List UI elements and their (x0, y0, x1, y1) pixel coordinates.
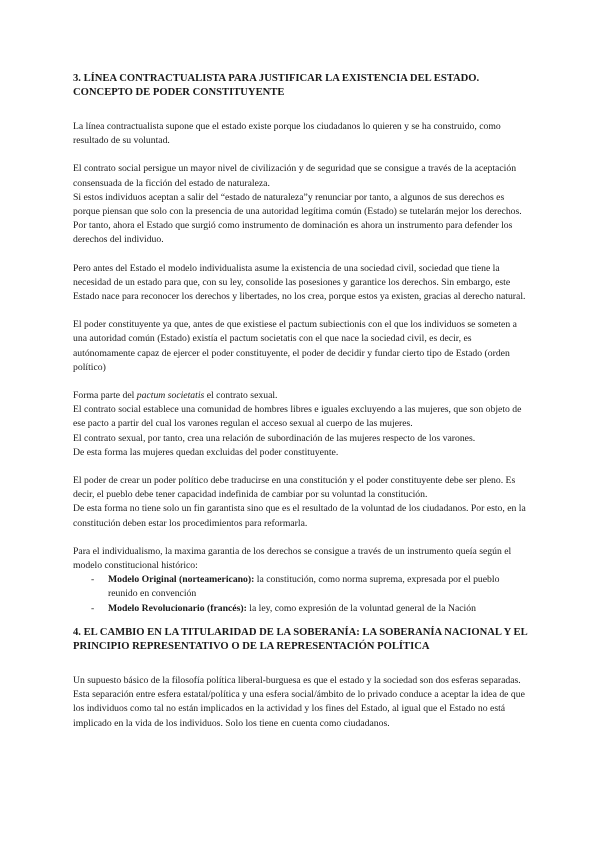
paragraph: De esta forma no tiene solo un fin garantista sino que es el resultado de la voluntad de los ciudadanos. Por esto, en la constitución deben estar los procedimientos para reformarla. (73, 503, 526, 529)
paragraph (73, 389, 528, 403)
paragraph: Esta separación entre esfera estatal/política y una esfera social/ámbito de lo privado conduce a aceptar la idea de que los individuos como tal no están implicados en la actividad y los fines del Estado, al igual que el Estado no está implicado en la vida de los individuos. Solo los tiene en cuenta como ciudadanos. (73, 689, 525, 729)
paragraph: El poder constituyente ya que, antes de que existiese el pactum subiectionis con el que los individuos se someten a una autoridad común (Estado) existía el pactum societatis con el que nace la sociedad civil, es decir, es autónomamente capaz de ejercer el poder constituyente, el poder de decidir y fundar cierto tipo de Estado (orden político) (73, 319, 517, 373)
paragraph: Si estos individuos aceptan a salir del “estado de naturaleza”y renunciar por tanto, a algunos de sus derechos es porque piensan que solo con la presencia de una autoridad legítima común (Estado) se tutelarán mejor los derechos. (73, 191, 522, 218)
paragraph: De esta forma las mujeres quedan excluidas del poder constituyente. (73, 446, 339, 458)
list-item-text: la ley, como expresión de la voluntad general de la Nación (246, 602, 476, 614)
paragraph: Pero antes del Estado el modelo individualista asume la existencia de una sociedad civil, sociedad que tiene la necesidad de un estado para que, con su ley, consolide las posesiones y garantice los derechos. Sin embargo, este Estado nace para reconocer los derechos y libertades, no los crea, porque estos ya existen, gracias al derecho natural. (73, 262, 526, 303)
section-3-heading: 3. LÍNEA CONTRACTUALISTA PARA JUSTIFICAR LA EXISTENCIA DEL ESTADO. CONCEPTO DE PODER CONSTITUYENTE (73, 73, 480, 98)
list-item-term: Modelo Original (norteamericano): (108, 574, 255, 586)
section-4-heading: 4. EL CAMBIO EN LA TITULARIDAD DE LA SOBERANÍA: LA SOBERANÍA NACIONAL Y EL PRINCIPIO REPRESENTATIVO O DE LA REPRESENTACIÓN POLÍTICA (73, 626, 528, 652)
list-item-text: la constitución, como norma suprema, expresada por el pueblo reunido en convención (108, 574, 500, 600)
text-run: Forma parte del (73, 390, 137, 402)
paragraph: Para el individualismo, la maxima garantia de los derechos se consigue a través de un instrumento queía según el modelo constitucional histórico: (73, 545, 512, 572)
emphasis-text: pactum societatis (136, 390, 205, 402)
paragraph: El contrato sexual, por tanto, crea una relación de subordinación de las mujeres respecto de los varones. (73, 432, 476, 444)
list-item (91, 602, 528, 616)
list-item (91, 573, 528, 601)
paragraph: La línea contractualista supone que el estado existe porque los ciudadanos lo quieren y se ha construido, como resultado de su voluntad. (73, 121, 501, 147)
paragraph: Por tanto, ahora el Estado que surgió como instrumento de dominación es ahora un instrumento para defender los derechos del individuo. (73, 220, 513, 246)
model-list (73, 573, 528, 616)
paragraph: El poder de crear un poder político debe traducirse en una constitución y el poder constituyente debe ser pleno. Es decir, el pueblo debe tener capacidad indefinida de cambiar por su voluntad la constitución. (73, 475, 516, 501)
list-item-term: Modelo Revolucionario (francés): (108, 602, 247, 614)
text-run: el contrato sexual. (204, 390, 278, 402)
paragraph: Un supuesto básico de la filosofía política liberal-burguesa es que el estado y la sociedad son dos esferas separadas. (73, 674, 521, 686)
paragraph: El contrato social establece una comunidad de hombres libres e iguales excluyendo a las mujeres, que son objeto de ese pacto a partir del cual los varones regulan el acceso sexual al cuerpo de las mujeres. (73, 404, 522, 430)
paragraph: El contrato social persigue un mayor nivel de civilización y de seguridad que se consigue a través de la aceptación consensuada de la ficción del estado de naturaleza. (73, 163, 517, 189)
